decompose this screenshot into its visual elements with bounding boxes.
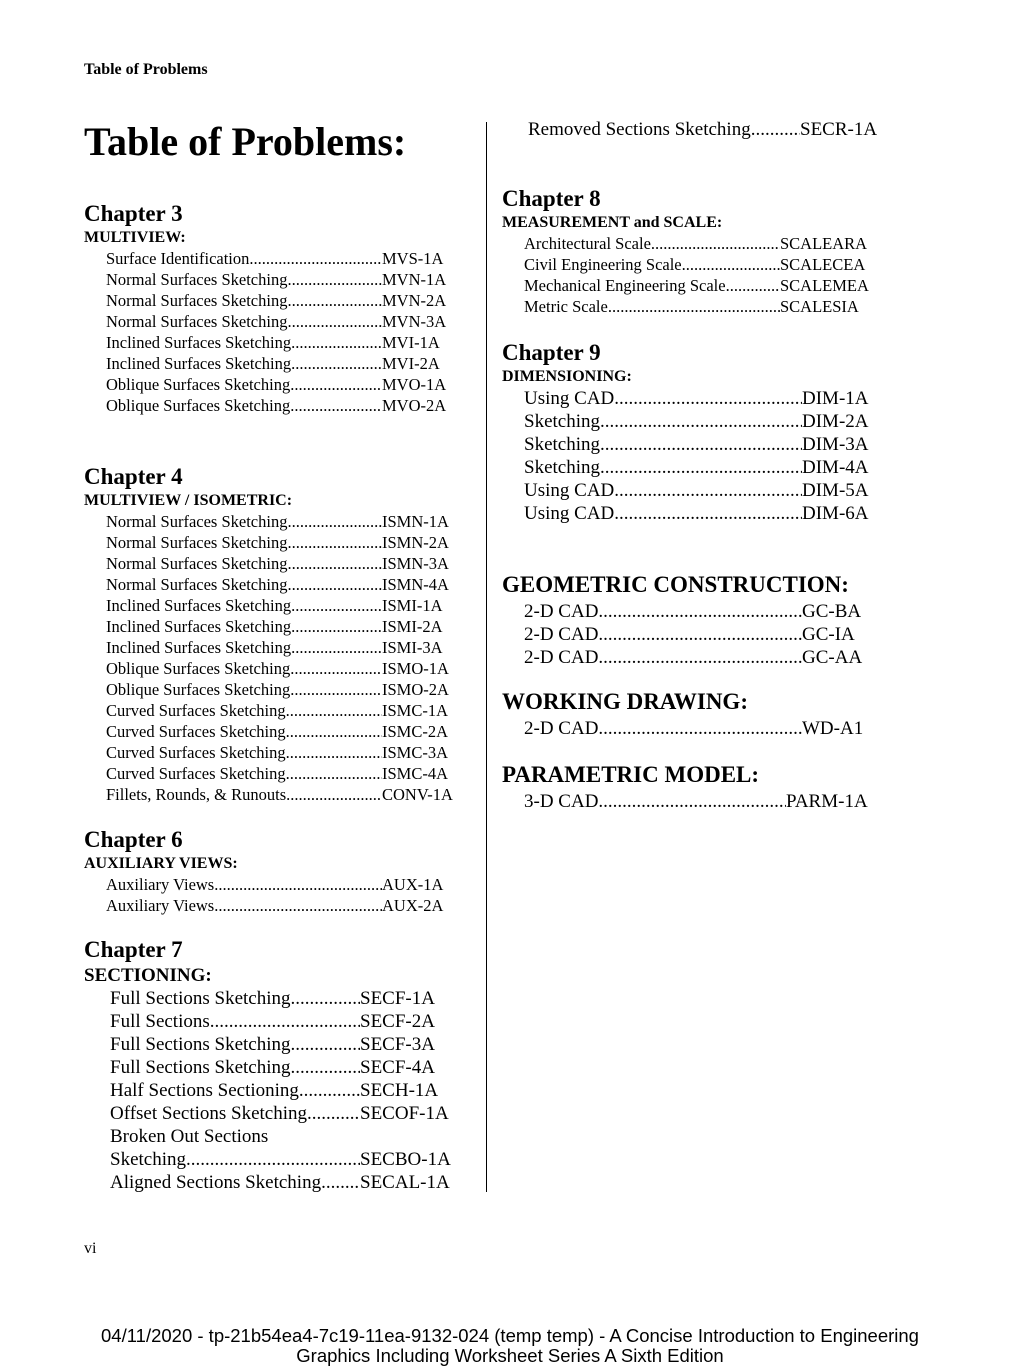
problem-code: WD-A1 [802, 718, 864, 739]
leader-dots [287, 511, 382, 532]
problem-row [502, 296, 878, 317]
leader-dots [249, 248, 382, 269]
problem-row [84, 1102, 456, 1125]
problem-label: Full Sections [110, 1011, 210, 1032]
problem-label: Curved Surfaces Sketching [106, 743, 286, 762]
leader-dots [287, 290, 382, 311]
leader-dots [287, 269, 382, 290]
problem-row [502, 790, 874, 813]
problem-label: Normal Surfaces Sketching [106, 312, 288, 331]
problem-row [84, 248, 464, 269]
problem-label: Architectural Scale [524, 234, 651, 253]
leader-dots [287, 553, 382, 574]
problem-code: DIM-4A [802, 457, 869, 478]
problem-label: Sketching [110, 1149, 186, 1170]
leader-dots [291, 1033, 361, 1056]
page-number: vi [84, 1240, 97, 1257]
problem-row [502, 233, 878, 254]
leader-dots [614, 479, 802, 502]
problem-label: Auxiliary Views [106, 896, 215, 915]
problem-label: Oblique Surfaces Sketching [106, 375, 291, 394]
problem-row [84, 553, 464, 574]
problem-list [502, 790, 902, 813]
problem-row [84, 374, 464, 395]
problem-code: AUX-2A [382, 896, 444, 915]
problem-label: Normal Surfaces Sketching [106, 533, 288, 552]
leader-dots [608, 296, 780, 317]
problem-code: SECAL-1A [360, 1172, 450, 1193]
parametric-model-section [502, 760, 902, 813]
problem-list [84, 874, 474, 916]
problem-code: SECF-1A [360, 988, 435, 1009]
problem-row [502, 600, 874, 623]
problem-row [502, 623, 874, 646]
problem-row [502, 479, 874, 502]
problem-row [84, 511, 464, 532]
problem-row [84, 595, 464, 616]
problem-label: Curved Surfaces Sketching [106, 722, 286, 741]
problem-code: SECR-1A [800, 119, 878, 140]
problem-row [84, 637, 464, 658]
problem-row [84, 290, 464, 311]
leader-dots [286, 784, 382, 805]
leader-dots [291, 595, 382, 616]
chapter-title: Chapter 3 [84, 201, 183, 226]
problem-code: ISMN-4A [382, 575, 449, 594]
leader-dots [598, 646, 802, 669]
problem-code: MVO-2A [382, 396, 447, 415]
leader-dots [291, 1056, 361, 1079]
problem-row [84, 269, 464, 290]
problem-code: ISMN-3A [382, 554, 449, 573]
geometric-construction-section [502, 570, 902, 669]
leader-dots [287, 532, 382, 553]
leader-dots [614, 502, 802, 525]
chapter-8-section [502, 185, 902, 317]
leader-dots [598, 790, 786, 813]
leader-dots [726, 275, 780, 296]
problem-code: MVI-2A [382, 354, 440, 373]
leader-dots [614, 387, 802, 410]
section-title: PARAMETRIC MODEL: [502, 762, 760, 787]
problem-label: 2-D CAD [524, 647, 599, 668]
leader-dots [290, 374, 382, 395]
problem-row [84, 311, 464, 332]
leader-dots [286, 721, 382, 742]
problem-code: MVI-1A [382, 333, 440, 352]
problem-code: SCALESIA [780, 297, 859, 316]
leader-dots [299, 1079, 360, 1102]
problem-label: Curved Surfaces Sketching [106, 701, 286, 720]
problem-code: ISMN-1A [382, 512, 449, 531]
problem-row [502, 717, 874, 740]
problem-code: DIM-3A [802, 434, 869, 455]
problem-label: Normal Surfaces Sketching [106, 270, 288, 289]
problem-row [502, 410, 874, 433]
leader-dots [291, 637, 382, 658]
chapter-subtitle: SECTIONING: [84, 965, 212, 986]
chapter-title: Chapter 7 [84, 937, 183, 962]
problem-code: GC-BA [802, 601, 862, 622]
problem-code: MVN-2A [382, 291, 447, 310]
problem-code: SECBO-1A [360, 1149, 451, 1170]
leader-dots [751, 118, 800, 141]
problem-label: Curved Surfaces Sketching [106, 764, 286, 783]
problem-label: Oblique Surfaces Sketching [106, 680, 291, 699]
problem-label: Inclined Surfaces Sketching [106, 333, 292, 352]
leader-dots [600, 433, 802, 456]
problem-code: SECH-1A [360, 1080, 439, 1101]
chapter-subtitle: MULTIVIEW: [84, 229, 186, 246]
chapter-title: Chapter 9 [502, 340, 601, 365]
problem-code: ISMI-2A [382, 617, 443, 636]
problem-code: MVN-3A [382, 312, 447, 331]
problem-label: Sketching [524, 457, 600, 478]
chapter-subtitle: AUXILIARY VIEWS: [84, 855, 238, 872]
problem-row [84, 721, 464, 742]
problem-row [502, 646, 874, 669]
problem-label: 3-D CAD [524, 791, 599, 812]
problem-row [84, 1148, 456, 1171]
problem-list [84, 248, 474, 416]
leader-dots [287, 311, 382, 332]
problem-label: Using CAD [524, 388, 615, 409]
leader-dots [291, 987, 361, 1010]
problem-label: Aligned Sections Sketching [110, 1172, 322, 1193]
problem-code: MVO-1A [382, 375, 447, 394]
problem-row [84, 574, 464, 595]
problem-row [84, 763, 464, 784]
problem-row [84, 987, 456, 1010]
chapter-subtitle: MEASUREMENT and SCALE: [502, 214, 723, 231]
problem-list [502, 387, 902, 525]
problem-code: SCALEARA [780, 234, 868, 253]
problem-row [502, 456, 874, 479]
problem-row [84, 395, 464, 416]
problem-code: CONV-1A [382, 785, 453, 804]
problem-code: GC-AA [802, 647, 863, 668]
leader-dots [291, 332, 382, 353]
problem-label: Normal Surfaces Sketching [106, 575, 288, 594]
problem-code: ISMO-1A [382, 659, 449, 678]
leader-dots [291, 616, 382, 637]
problem-code: DIM-2A [802, 411, 869, 432]
chapter-title: Chapter 6 [84, 827, 183, 852]
carryover-section [502, 118, 902, 141]
left-column [84, 200, 474, 1194]
problem-list [502, 233, 902, 317]
problem-code: MVS-1A [382, 249, 444, 268]
problem-code: DIM-1A [802, 388, 869, 409]
chapter-6-section [84, 826, 474, 916]
problem-code: MVN-1A [382, 270, 447, 289]
problem-label: Civil Engineering Scale [524, 255, 682, 274]
problem-code: SECF-2A [360, 1011, 435, 1032]
leader-dots [214, 895, 382, 916]
problem-code: SECOF-1A [360, 1103, 449, 1124]
leader-dots [290, 679, 382, 700]
problem-code: ISMC-2A [382, 722, 449, 741]
problem-label: Full Sections Sketching [110, 988, 291, 1009]
problem-code: ISMO-2A [382, 680, 449, 699]
chapter-3-section [84, 200, 474, 416]
problem-label: Inclined Surfaces Sketching [106, 638, 292, 657]
leader-dots [287, 574, 382, 595]
problem-label: Full Sections Sketching [110, 1057, 291, 1078]
leader-dots [286, 763, 382, 784]
problem-label: Normal Surfaces Sketching [106, 512, 288, 531]
problem-row [84, 1171, 456, 1194]
footer [0, 1326, 1020, 1366]
leader-dots [598, 717, 802, 740]
problem-label: Oblique Surfaces Sketching [106, 659, 291, 678]
problem-row [84, 532, 464, 553]
running-header: Table of Problems [84, 61, 208, 78]
leader-dots [682, 254, 780, 275]
problem-row [84, 895, 464, 916]
problem-row [84, 679, 464, 700]
problem-label: Half Sections Sectioning [110, 1080, 299, 1101]
problem-code: SCALEMEA [780, 276, 869, 295]
problem-list [84, 987, 474, 1125]
leader-dots [210, 1010, 360, 1033]
problem-row [84, 874, 464, 895]
leader-dots [600, 456, 802, 479]
problem-row [84, 1010, 456, 1033]
problem-list [502, 717, 902, 740]
leader-dots [286, 742, 382, 763]
problem-row [84, 784, 464, 805]
problem-code: ISMI-1A [382, 596, 443, 615]
problem-label: Surface Identification [106, 249, 250, 268]
problem-list [84, 1148, 474, 1194]
chapter-title: Chapter 8 [502, 186, 601, 211]
problem-label: Sketching [524, 411, 600, 432]
problem-row [84, 700, 464, 721]
problem-label: Using CAD [524, 503, 615, 524]
problem-code: ISMN-2A [382, 533, 449, 552]
problem-row [502, 254, 878, 275]
chapter-4-section [84, 463, 474, 805]
problem-row [84, 332, 464, 353]
footer-line: 04/11/2020 - tp-21b54ea4-7c19-11ea-9132-024 (temp temp) - A Concise Introduction to Engineering [101, 1325, 919, 1346]
problem-row [84, 742, 464, 763]
problem-label: Auxiliary Views [106, 875, 215, 894]
problem-row [84, 1079, 456, 1102]
problem-code: DIM-6A [802, 503, 869, 524]
problem-code: ISMC-3A [382, 743, 449, 762]
problem-label: Offset Sections Sketching [110, 1103, 308, 1124]
problem-label: 2-D CAD [524, 624, 599, 645]
problem-code: DIM-5A [802, 480, 869, 501]
problem-label: 2-D CAD [524, 718, 599, 739]
section-title: WORKING DRAWING: [502, 689, 748, 714]
problem-label: Removed Sections Sketching [528, 119, 751, 140]
leader-dots [598, 600, 802, 623]
leader-dots [321, 1171, 360, 1194]
problem-label: 2-D CAD [524, 601, 599, 622]
working-drawing-section [502, 687, 902, 740]
problem-label: Using CAD [524, 480, 615, 501]
problem-row [84, 658, 464, 679]
problem-row [84, 353, 464, 374]
problem-label: Oblique Surfaces Sketching [106, 396, 291, 415]
problem-label: Inclined Surfaces Sketching [106, 617, 292, 636]
problem-code: ISMI-3A [382, 638, 443, 657]
problem-row [84, 1033, 456, 1056]
problem-row [502, 387, 874, 410]
problem-label: Sketching [524, 434, 600, 455]
chapter-7-section [84, 936, 474, 1194]
problem-row [502, 433, 874, 456]
problem-code: SECF-3A [360, 1034, 435, 1055]
problem-label: Inclined Surfaces Sketching [106, 354, 292, 373]
problem-label: Fillets, Rounds, & Runouts [106, 785, 287, 804]
chapter-subtitle: MULTIVIEW / ISOMETRIC: [84, 492, 293, 509]
problem-code: SECF-4A [360, 1057, 435, 1078]
leader-dots [290, 395, 382, 416]
right-column [502, 118, 902, 813]
page-title: Table of Problems: [84, 119, 407, 164]
problem-row [84, 616, 464, 637]
problem-row [502, 275, 878, 296]
leader-dots [186, 1148, 360, 1171]
problem-label: Full Sections Sketching [110, 1034, 291, 1055]
section-title: GEOMETRIC CONSTRUCTION: [502, 572, 849, 597]
leader-dots [651, 233, 780, 254]
problem-code: AUX-1A [382, 875, 444, 894]
problem-list [502, 600, 902, 669]
problem-row [502, 118, 888, 141]
chapter-9-section [502, 339, 902, 525]
problem-code: GC-IA [802, 624, 855, 645]
leader-dots [286, 700, 382, 721]
leader-dots [290, 658, 382, 679]
problem-label: Inclined Surfaces Sketching [106, 596, 292, 615]
problem-code: ISMC-4A [382, 764, 449, 783]
problem-label: Metric Scale [524, 297, 608, 316]
chapter-title: Chapter 4 [84, 464, 183, 489]
leader-dots [307, 1102, 360, 1125]
leader-dots [214, 874, 382, 895]
problem-row [84, 1056, 456, 1079]
column-divider [486, 122, 487, 1192]
footer-line: Graphics Including Worksheet Series A Sixth Edition [296, 1345, 724, 1366]
leader-dots [598, 623, 802, 646]
chapter-subtitle: DIMENSIONING: [502, 368, 632, 385]
problem-code: PARM-1A [786, 791, 868, 812]
problem-label: Normal Surfaces Sketching [106, 554, 288, 573]
problem-row [502, 502, 874, 525]
leader-dots [291, 353, 382, 374]
problem-label: Normal Surfaces Sketching [106, 291, 288, 310]
leader-dots [600, 410, 802, 433]
problem-list [84, 511, 474, 805]
problem-code: SCALECEA [780, 255, 866, 274]
problem-label: Mechanical Engineering Scale [524, 276, 726, 295]
broken-out-sections-label: Broken Out Sections [110, 1126, 269, 1147]
problem-code: ISMC-1A [382, 701, 449, 720]
